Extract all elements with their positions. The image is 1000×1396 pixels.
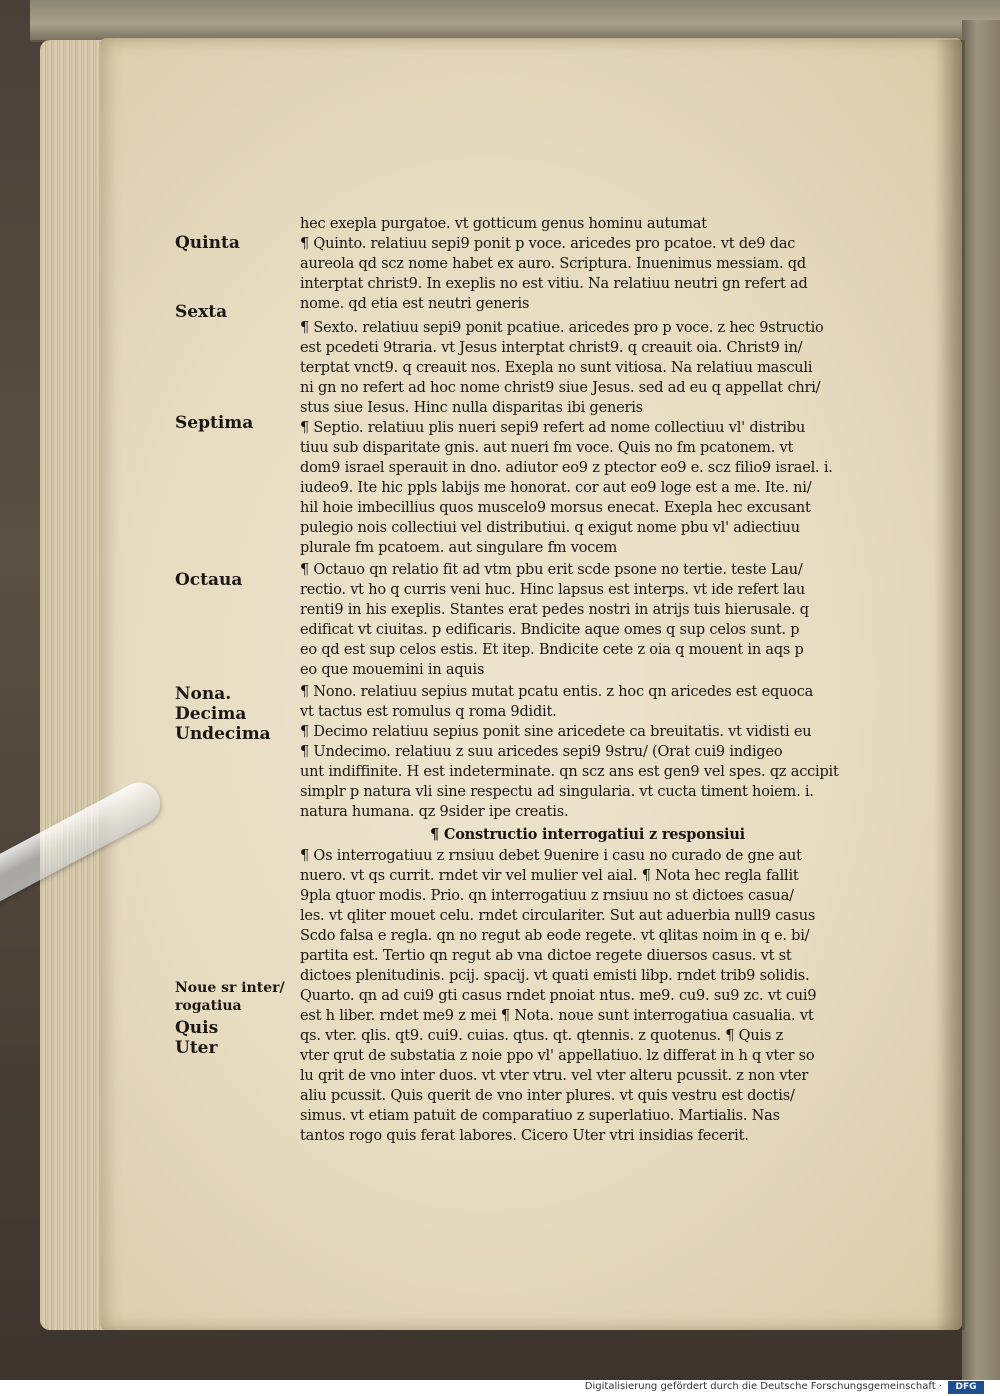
text-line: vt tactus est romulus q roma 9didit. [300,704,557,720]
text-line: ¶ Undecimo. relatiuu z suu aricedes sepi9 9stru/ (Orat cui9 indigeo [300,744,783,760]
text-line: Quarto. qn ad cui9 gti casus rndet pnoiat ntus. me9. cu9. su9 zc. vt cui9 [300,988,817,1004]
text-line: nome. qd etia est neutri generis [300,296,530,312]
text-line: tantos rogo quis ferat labores. Cicero Uter vtri insidias fecerit. [300,1128,749,1144]
text-line: ¶ Quinto. relatiuu sepi9 ponit p voce. aricedes pro pcatoe. vt de9 dac [300,236,796,252]
text-line: eo qd est sup celos estis. Et itep. Bndicite cete z oia q mouent in aqs p [300,642,804,658]
margin-note: Sexta [175,302,228,322]
text-line: dictoes plenitudinis. pcij. spacij. vt quati emisti libp. rndet trib9 solidis. [300,968,810,984]
text-line: ¶ Septio. relatiuu plis nueri sepi9 refert ad nome collectiuu vl' distribu [300,420,806,436]
text-line: vter qrut de substatia z noie ppo vl' appellatiuo. lz differat in h q vter so [300,1048,815,1064]
text-line: ¶ Nono. relatiuu sepius mutat pcatu entis. z hoc qn aricedes est equoca [300,684,814,700]
margin-note: rogatiua [175,998,242,1014]
text-line: unt indiffinite. H est indeterminate. qn scz ans est gen9 vel spes. qz accipit [300,764,839,780]
text-line: simplr p natura vli sine respectu ad singularia. vt cucta timent hoiem. i. [300,784,814,800]
text-line: renti9 in his exeplis. Stantes erat pedes nostri in atrijs tuis hierusale. q [300,602,809,618]
text-line: eo que mouemini in aquis [300,662,485,678]
margin-note: Decima [175,704,247,724]
book-cover-right [962,20,1000,1380]
margin-note: Noue sr inter/ [175,980,285,996]
section-heading: ¶ Constructio interrogatiui z responsiui [430,826,745,843]
text-line: les. vt qliter mouet celu. rndet circulariter. Sut aut aduerbia null9 casus [300,908,816,924]
text-line: terptat vnct9. q creauit nos. Exepla no sunt vitiosa. Na relatiuu masculi [300,360,813,376]
page-gutter-shadow [935,40,965,1330]
text-line: interptat christ9. In exeplis no est vitiu. Na relatiuu neutri gn refert ad [300,276,808,292]
text-line: Scdo falsa e regla. qn no regut ab eode regete. vt qlitas noim in q e. bi/ [300,928,810,944]
margin-note: Quinta [175,233,240,253]
text-line: ¶ Octauo qn relatio fit ad vtm pbu erit scde psone no tertie. teste Lau/ [300,562,803,578]
text-line: aliu pcussit. Quis querit de vno inter plures. vt quis vestru est doctis/ [300,1088,795,1104]
text-line: lu qrit de vno inter duos. vt vter vtru. vel vter alteru pcussit. z non vter [300,1068,809,1084]
text-line: est h liber. rndet me9 z mei ¶ Nota. noue sunt interrogatiua casualia. vt [300,1008,814,1024]
text-line: aureola qd scz nome habet ex auro. Scriptura. Inuenimus messiam. qd [300,256,806,272]
text-line: stus siue Iesus. Hinc nulla disparitas ibi generis [300,400,643,416]
text-line: partita est. Tertio qn regut ab vna dictoe regete diuersos casus. vt st [300,948,792,964]
text-line: ¶ Sexto. relatiuu sepi9 ponit pcatiue. aricedes pro p voce. z hec 9structio [300,320,824,336]
margin-note: Uter [175,1038,218,1058]
footer-credit: Digitalisierung gefördert durch die Deutsche Forschungsgemeinschaft · [584,1381,942,1392]
text-line: iudeo9. Ite hic ppls labijs me honorat. cor aut eo9 loge est a me. Ite. ni/ [300,480,812,496]
margin-note: Quis [175,1018,219,1038]
text-line: hil hoie imbecillius quos muscelo9 morsus enecat. Exepla hec excusant [300,500,811,516]
text-line: pulegio nois collectiui vel distributiui. q exigut nome pbu vl' adiectiuu [300,520,800,536]
text-line: natura humana. qz 9sider ipe creatis. [300,804,569,820]
margin-note: Undecima [175,724,271,744]
margin-note: Septima [175,413,254,433]
margin-note: Nona. [175,684,232,704]
text-line: hec exepla purgatoe. vt gotticum genus hominu autumat [300,216,707,232]
text-line: rectio. vt ho q curris veni huc. Hinc lapsus est interps. vt ide refert lau [300,582,806,598]
text-line: edificat vt ciuitas. p edificaris. Bndicite aque omes q sup celos sunt. p [300,622,800,638]
text-line: nuero. vt qs currit. rndet vir vel mulier vel aial. ¶ Nota hec regla fallit [300,868,799,884]
text-line: qs. vter. qlis. qt9. cui9. cuias. qtus. qt. qtennis. z quotenus. ¶ Quis z [300,1028,784,1044]
book-cover-top [30,0,1000,42]
text-line: plurale fm pcatoem. aut singulare fm vocem [300,540,618,556]
dfg-logo: DFG [948,1381,984,1394]
text-line: ¶ Decimo relatiuu sepius ponit sine aricedete ca breuitatis. vt vidisti eu [300,724,812,740]
text-line: tiuu sub disparitate gnis. aut nueri fm voce. Quis no fm pcatonem. vt [300,440,794,456]
text-line: 9pla qtuor modis. Prio. qn interrogatiuu z rnsiuu no st dictoes casua/ [300,888,794,904]
text-line: ¶ Os interrogatiuu z rnsiuu debet 9uenire i casu no curado de gne aut [300,848,802,864]
text-line: est pcedeti 9traria. vt Jesus interptat christ9. q creauit oia. Christ9 in/ [300,340,803,356]
margin-note: Octaua [175,570,243,590]
text-line: ni gn no refert ad hoc nome christ9 siue Jesus. sed ad eu q appellat chri/ [300,380,821,396]
text-line: dom9 israel sperauit in dno. adiutor eo9 z ptector eo9 e. scz filio9 israel. i. [300,460,833,476]
text-line: simus. vt etiam patuit de comparatiuo z superlatiuo. Martialis. Nas [300,1108,780,1124]
